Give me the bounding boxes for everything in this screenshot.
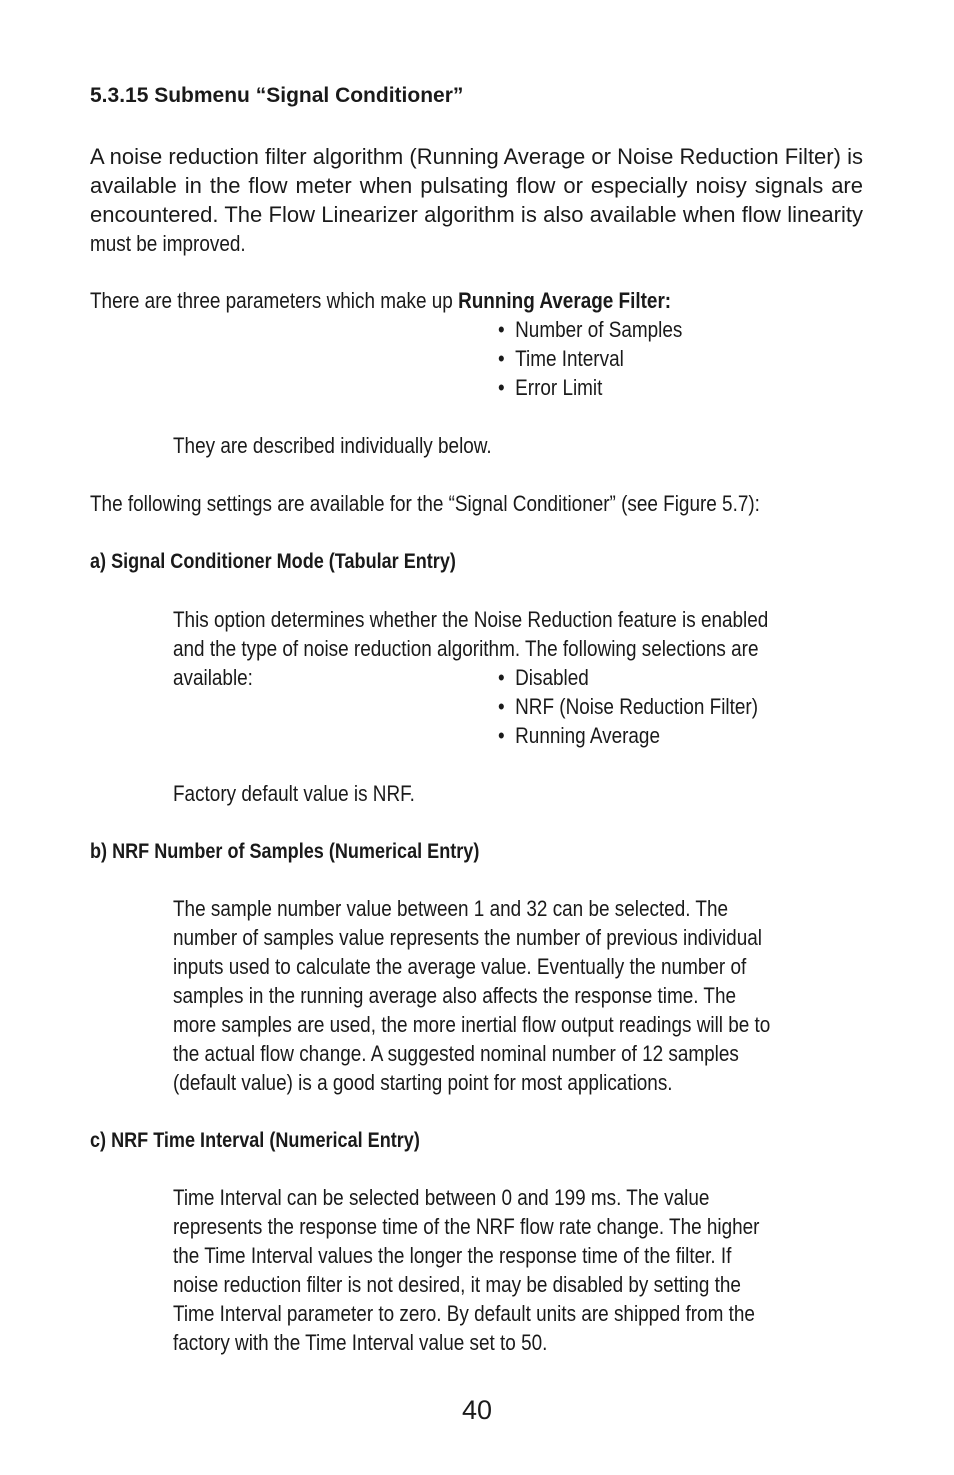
intro-line: available in the flow meter when pulsating flow or especially noisy signals are: [90, 173, 863, 198]
section-a-line: This option determines whether the Noise Reduction feature is enabled: [173, 607, 769, 632]
section-b-heading: b) NRF Number of Samples (Numerical Entry): [90, 840, 480, 863]
param-list-item: • Number of Samples: [498, 317, 683, 342]
described-below-text: They are described individually below.: [173, 433, 492, 458]
section-c-line: Time Interval can be selected between 0 and 199 ms. The value: [173, 1185, 710, 1210]
section-c-heading: c) NRF Time Interval (Numerical Entry): [90, 1129, 420, 1152]
intro-line: A noise reduction filter algorithm (Running Average or Noise Reduction Filter) is: [90, 144, 863, 169]
section-b-line: inputs used to calculate the average value. Eventually the number of: [173, 954, 747, 979]
section-a-heading: a) Signal Conditioner Mode (Tabular Entry): [90, 550, 456, 573]
mode-option-label: Running Average: [515, 723, 660, 748]
params-intro: [90, 286, 671, 315]
section-a-line: and the type of noise reduction algorithm. The following selections are: [173, 636, 759, 661]
mode-option-item: • Disabled: [498, 665, 589, 690]
intro-paragraph: [90, 142, 863, 229]
section-b-line: number of samples value represents the number of previous individual: [173, 925, 762, 950]
section-b-line: samples in the running average also affects the response time. The: [173, 983, 737, 1008]
mode-option-item: • Running Average: [498, 723, 660, 748]
section-c-line: Time Interval parameter to zero. By default units are shipped from the: [173, 1301, 755, 1326]
section-c-line: noise reduction filter is not desired, it may be disabled by setting the: [173, 1272, 741, 1297]
param-item-label: Error Limit: [515, 375, 603, 400]
section-a-line: available:: [173, 665, 253, 690]
param-item-label: Number of Samples: [515, 317, 683, 342]
param-item-label: Time Interval: [515, 346, 624, 371]
mode-option-label: NRF (Noise Reduction Filter): [515, 694, 759, 719]
section-b-line: the actual flow change. A suggested nominal number of 12 samples: [173, 1041, 739, 1066]
section-heading: 5.3.15 Submenu “Signal Conditioner”: [90, 84, 464, 107]
section-c-line: factory with the Time Interval value set to 50.: [173, 1330, 548, 1355]
section-b-line: more samples are used, the more inertial flow output readings will be to: [173, 1012, 771, 1037]
intro-line: must be improved.: [90, 231, 246, 256]
params-intro-text: There are three parameters which make up: [90, 288, 459, 313]
section-a-default-note: Factory default value is NRF.: [173, 781, 415, 806]
page-number: 40: [461, 1395, 493, 1425]
section-c-line: represents the response time of the NRF flow rate change. The higher: [173, 1214, 760, 1239]
param-list-item: • Time Interval: [498, 346, 624, 371]
mode-option-label: Disabled: [515, 665, 589, 690]
section-c-line: the Time Interval values the longer the response time of the filter. If: [173, 1243, 732, 1268]
params-intro-bold: Running Average Filter:: [458, 288, 672, 313]
intro-line: encountered. The Flow Linearizer algorithm is also available when flow linearity: [90, 202, 863, 227]
param-list-item: • Error Limit: [498, 375, 603, 400]
settings-intro-text: The following settings are available for the “Signal Conditioner” (see Figure 5.7):: [90, 491, 760, 516]
section-b-line: The sample number value between 1 and 32 can be selected. The: [173, 896, 729, 921]
mode-option-item: • NRF (Noise Reduction Filter): [498, 694, 759, 719]
section-b-line: (default value) is a good starting point for most applications.: [173, 1070, 673, 1095]
